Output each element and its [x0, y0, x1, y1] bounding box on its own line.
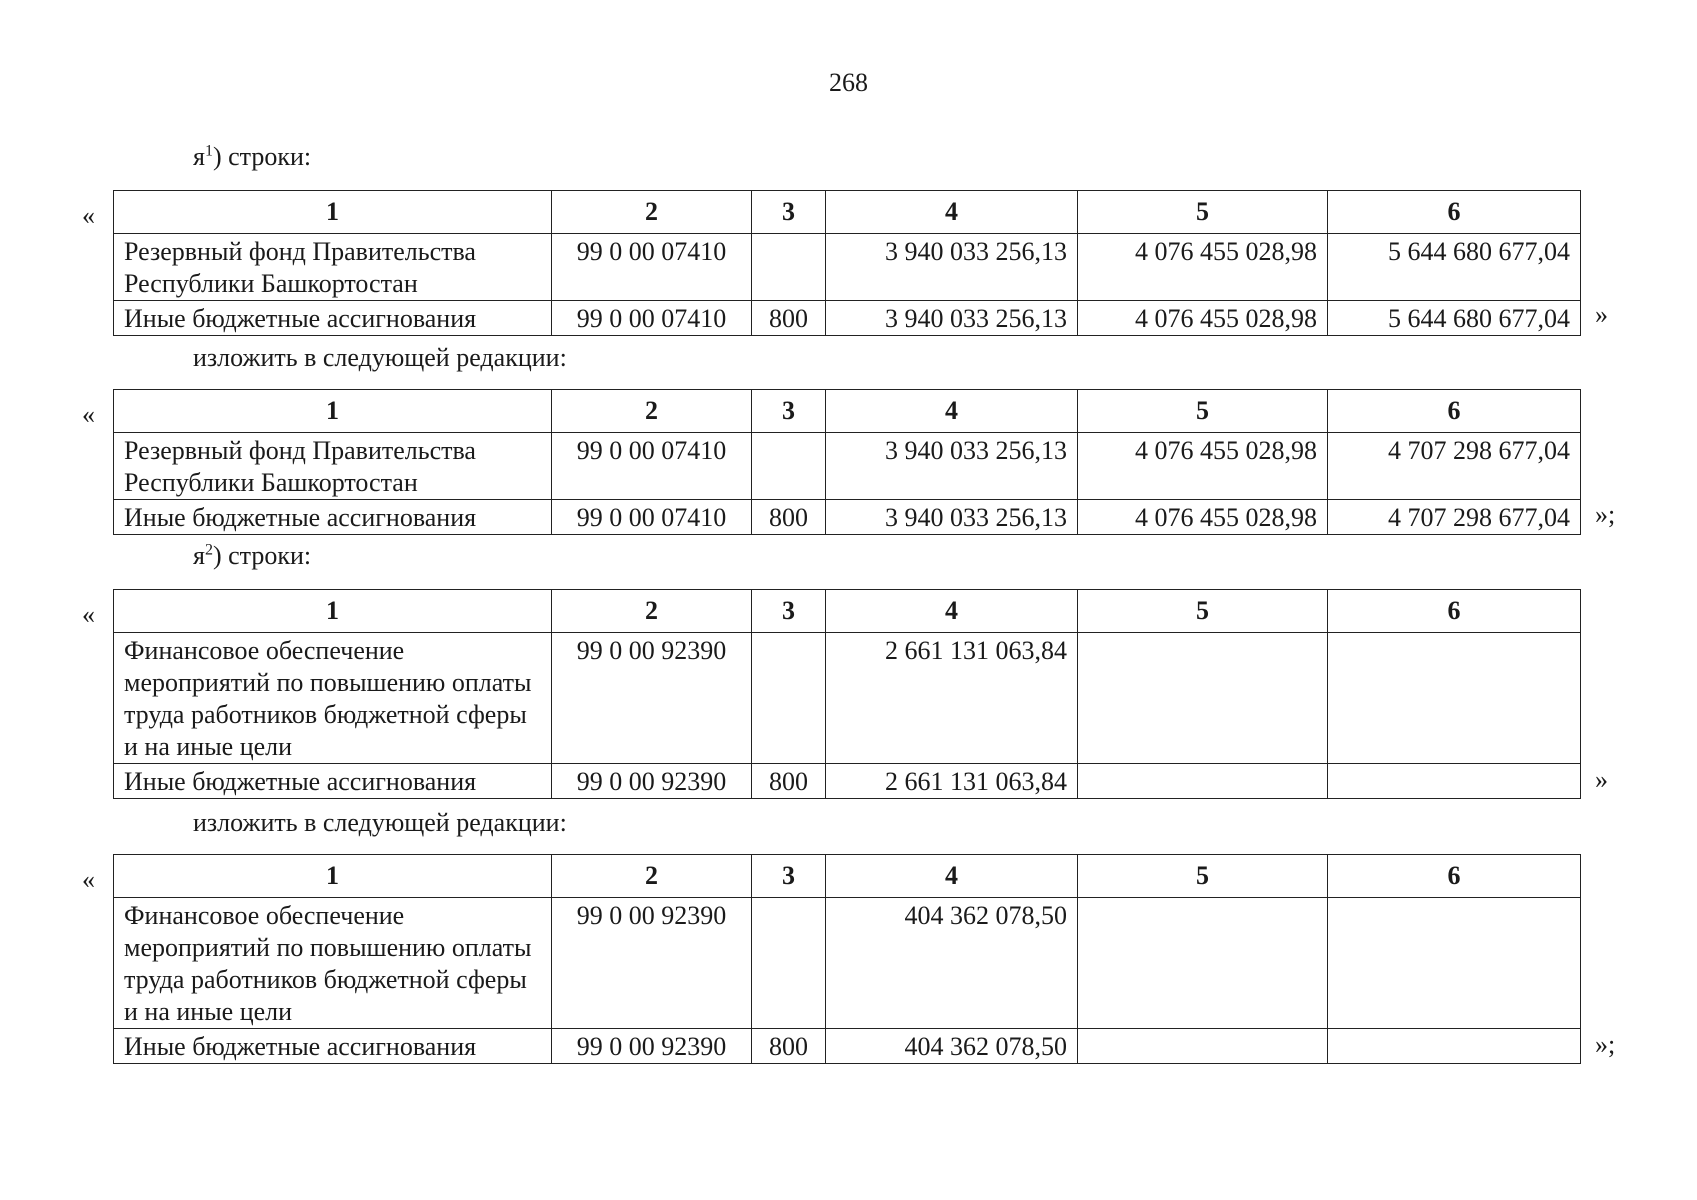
row-amount-5: 4 076 455 028,98: [1078, 500, 1328, 535]
table-1-new: [113, 389, 1581, 535]
section-2-letter: я: [193, 541, 205, 570]
row-name: Финансовое обеспечение мероприятий по повышению оплаты труда работников бюджетной сферы и на иные цели: [114, 898, 552, 1029]
row-amount-6: 5 644 680 677,04: [1328, 234, 1581, 301]
header-cell: 4: [826, 390, 1078, 433]
table-row: [114, 500, 1581, 535]
header-cell: 5: [1078, 590, 1328, 633]
quote-open: «: [82, 201, 95, 230]
row-vr: 800: [752, 1029, 826, 1064]
row-amount-4: 404 362 078,50: [826, 898, 1078, 1029]
header-cell: 5: [1078, 191, 1328, 234]
table-row: [114, 898, 1581, 1029]
quote-close: »: [1595, 300, 1608, 329]
row-amount-5: [1078, 764, 1328, 799]
row-vr: [752, 898, 826, 1029]
header-cell: 3: [752, 855, 826, 898]
row-code: 99 0 00 92390: [552, 764, 752, 799]
row-code: 99 0 00 07410: [552, 301, 752, 336]
header-cell: 4: [826, 590, 1078, 633]
header-cell: 2: [552, 590, 752, 633]
table-header-row: [114, 590, 1581, 633]
header-cell: 1: [114, 590, 552, 633]
row-amount-4: 2 661 131 063,84: [826, 764, 1078, 799]
row-code: 99 0 00 07410: [552, 433, 752, 500]
row-vr: [752, 433, 826, 500]
row-name: Резервный фонд Правительства Республики Башкортостан: [114, 234, 552, 301]
page-number: 268: [829, 68, 868, 97]
header-cell: 4: [826, 191, 1078, 234]
row-vr: 800: [752, 764, 826, 799]
table-1-old: [113, 190, 1581, 336]
quote-open: «: [82, 865, 95, 894]
section-1-intro: [193, 142, 311, 172]
table-2-new: [113, 854, 1581, 1064]
row-name: Иные бюджетные ассигнования: [114, 500, 552, 535]
row-amount-4: 3 940 033 256,13: [826, 500, 1078, 535]
header-cell: 1: [114, 390, 552, 433]
row-code: 99 0 00 07410: [552, 500, 752, 535]
header-cell: 4: [826, 855, 1078, 898]
replace-text-1: изложить в следующей редакции:: [193, 343, 567, 372]
row-amount-6: 4 707 298 677,04: [1328, 500, 1581, 535]
row-code: 99 0 00 92390: [552, 898, 752, 1029]
header-cell: 2: [552, 855, 752, 898]
quote-close: »;: [1595, 500, 1616, 529]
row-name: Иные бюджетные ассигнования: [114, 1029, 552, 1064]
row-name: Резервный фонд Правительства Республики Башкортостан: [114, 433, 552, 500]
row-amount-4: 2 661 131 063,84: [826, 633, 1078, 764]
row-amount-6: [1328, 1029, 1581, 1064]
row-name: Иные бюджетные ассигнования: [114, 301, 552, 336]
quote-open: «: [82, 400, 95, 429]
header-cell: 3: [752, 390, 826, 433]
row-amount-6: [1328, 764, 1581, 799]
quote-close: »;: [1595, 1030, 1616, 1059]
header-cell: 1: [114, 855, 552, 898]
table-row: [114, 301, 1581, 336]
table-header-row: [114, 390, 1581, 433]
table-row: [114, 1029, 1581, 1064]
header-cell: 5: [1078, 855, 1328, 898]
row-code: 99 0 00 92390: [552, 633, 752, 764]
header-cell: 6: [1328, 390, 1581, 433]
row-amount-6: 5 644 680 677,04: [1328, 301, 1581, 336]
section-2-sup: 2: [204, 541, 213, 559]
section-1-intro-text: ) строки:: [212, 142, 312, 171]
row-amount-5: 4 076 455 028,98: [1078, 234, 1328, 301]
replace-text-2: изложить в следующей редакции:: [193, 808, 567, 837]
section-1-sup: 1: [204, 142, 213, 160]
row-vr: [752, 234, 826, 301]
row-amount-5: [1078, 898, 1328, 1029]
row-code: 99 0 00 07410: [552, 234, 752, 301]
row-amount-6: 4 707 298 677,04: [1328, 433, 1581, 500]
row-amount-6: [1328, 633, 1581, 764]
section-1-letter: я: [193, 142, 205, 171]
header-cell: 2: [552, 191, 752, 234]
table-row: [114, 764, 1581, 799]
row-amount-5: 4 076 455 028,98: [1078, 301, 1328, 336]
table-row: [114, 234, 1581, 301]
row-amount-4: 404 362 078,50: [826, 1029, 1078, 1064]
row-amount-6: [1328, 898, 1581, 1029]
row-amount-5: [1078, 1029, 1328, 1064]
row-vr: 800: [752, 500, 826, 535]
header-cell: 6: [1328, 590, 1581, 633]
row-code: 99 0 00 92390: [552, 1029, 752, 1064]
row-vr: 800: [752, 301, 826, 336]
header-cell: 6: [1328, 855, 1581, 898]
header-cell: 5: [1078, 390, 1328, 433]
table-row: [114, 633, 1581, 764]
table-row: [114, 433, 1581, 500]
quote-open: «: [82, 600, 95, 629]
header-cell: 2: [552, 390, 752, 433]
row-vr: [752, 633, 826, 764]
row-amount-4: 3 940 033 256,13: [826, 301, 1078, 336]
row-amount-5: 4 076 455 028,98: [1078, 433, 1328, 500]
section-2-intro: [193, 541, 311, 571]
table-header-row: [114, 855, 1581, 898]
quote-close: »: [1595, 765, 1608, 794]
table-header-row: [114, 191, 1581, 234]
row-name: Иные бюджетные ассигнования: [114, 764, 552, 799]
header-cell: 6: [1328, 191, 1581, 234]
header-cell: 3: [752, 191, 826, 234]
table-2-old: [113, 589, 1581, 799]
row-amount-5: [1078, 633, 1328, 764]
row-amount-4: 3 940 033 256,13: [826, 234, 1078, 301]
row-name: Финансовое обеспечение мероприятий по повышению оплаты труда работников бюджетной сферы и на иные цели: [114, 633, 552, 764]
row-amount-4: 3 940 033 256,13: [826, 433, 1078, 500]
header-cell: 1: [114, 191, 552, 234]
section-2-intro-text: ) строки:: [212, 541, 312, 570]
header-cell: 3: [752, 590, 826, 633]
